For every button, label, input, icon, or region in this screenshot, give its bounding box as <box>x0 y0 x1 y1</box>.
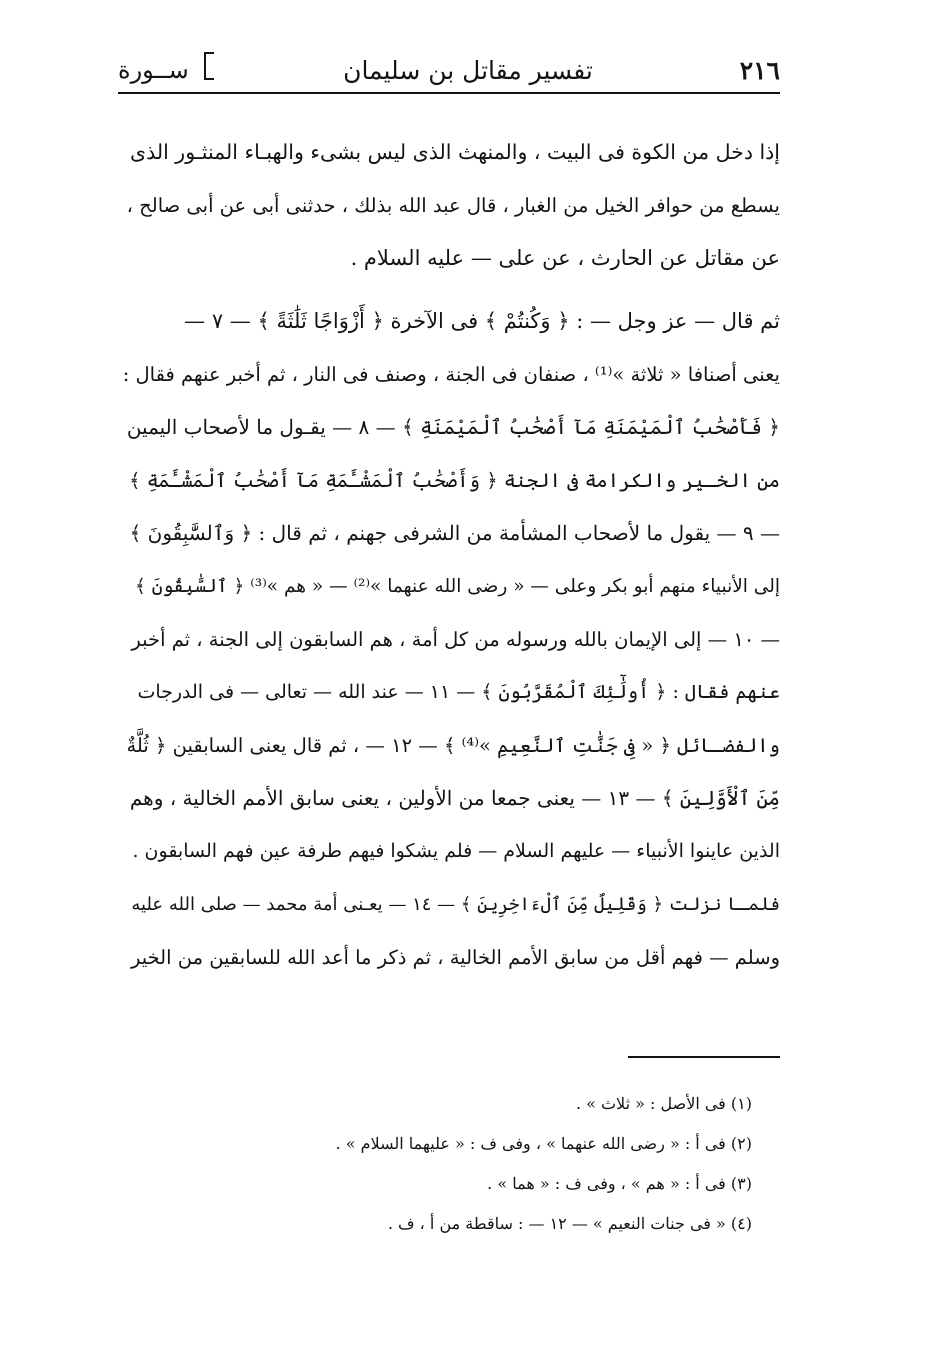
footnote-3: (٣) فى أ : « هم » ، وفى ف : « هما » . <box>487 1174 752 1193</box>
footnote-4: (٤) « فى جنات النعيم » — ١٢ — : ساقطة من أ ، ف . <box>387 1214 752 1233</box>
footnote-2: (٢) فى أ : « رضى الله عنهما » ، وفى ف : « عليهما السلام » . <box>335 1134 752 1153</box>
text-line: يعنى أصنافا « ثلاثة »⁽¹⁾ ، صنفان فى الجنة ، وصنف فى النار ، ثم أخبر عنهم فقال : <box>122 363 780 386</box>
text-line: إلى الأنبياء منهم أبو بكر وعلى — « رضى الله عنهما »⁽²⁾ — « هم »⁽³⁾ ﴿ ٱلسَّٰبِقُونَ ﴾ <box>135 576 780 597</box>
text-line: الذين عاينوا الأنبياء — عليهم السلام — فلم يشكوا فيهم طرفة عين فهم السابقون . <box>132 840 780 862</box>
text-line: ﴿ فَأَصْحَٰبُ ٱلْمَيْمَنَةِ مَآ أَصْحَٰبُ ٱلْمَيْمَنَةِ ﴾ — ٨ — يقـول ما لأصحاب اليمين <box>126 415 780 439</box>
text-line: — ١٠ — إلى الإيمان بالله ورسوله من كل أمة ، هم السابقون إلى الجنة ، ثم أخبر <box>131 628 780 651</box>
text-line: عن مقاتل عن الحارث ، عن على — عليه السلام . <box>350 246 780 270</box>
text-line: عنهم فقال : ﴿ أُولَٰٓئِكَ ٱلْمُقَرَّبُونَ ﴾ — ١١ — عند الله — تعالى — فى الدرجات <box>137 681 780 703</box>
main-text <box>122 126 780 984</box>
text-line: — ٩ — يقول ما لأصحاب المشأمة من الشرفى جهنم ، ثم قال : ﴿ وَٱلسَّٰبِقُونَ ﴾ <box>129 521 780 545</box>
text-line: وسلم — فهم أقل من سابق الأمم الخالية ، ثم ذكر ما أعد الله للسابقين من الخير <box>130 946 780 969</box>
text-line: والفضـائل ﴿ « فِى جَنَّٰتِ ٱلنَّعِيمِ »⁽⁴⁾ ﴾ — ١٢ — ، ثم قال يعنى السابقين ﴿ ثُلَّةٌ <box>126 734 780 757</box>
text-line: يسطع من حوافر الخيل من الغبار ، قال عبد الله بذلك ، حدثنى أبى عن أبى صالح ، <box>126 194 780 217</box>
running-header <box>118 52 780 92</box>
page-number: ٢١٦ <box>739 56 780 85</box>
text-line: ثم قال — عز وجل — : ﴿ وَكُنتُمْ ﴾ فى الآخرة ﴿ أَزْوَاجًا ثَلَٰثَةً ﴾ — ٧ — <box>184 309 780 333</box>
surah-bracket <box>204 52 214 80</box>
text-line: مِّنَ ٱلْأَوَّلِينَ ﴾ — ١٣ — يعنى جمعا من الأولين ، يعنى سابق الأمم الخالية ، وهم <box>129 786 780 810</box>
book-title: تفسير مقاتل بن سليمان <box>343 56 593 85</box>
text-line: فلمـا نزلت ﴿ وَقَلِيلٌ مِّنَ ٱلْءَاخِرِينَ ﴾ — ١٤ — يعـنى أمة محمد — صلى الله عليه <box>131 894 780 915</box>
text-line: من الخـير والكرامة فى الجنة ﴿ وَأَصْحَٰبُ ٱلْمَشْـَٔمَةِ مَآ أَصْحَٰبُ ٱلْمَشْـَٔمَةِ ﴾ <box>129 469 780 492</box>
surah-label: ســورة <box>118 56 189 84</box>
footnote-1: (١) فى الأصل : « ثلاث » . <box>575 1094 752 1113</box>
footnotes <box>300 1084 752 1244</box>
text-line: إذا دخل من الكوة فى البيت ، والمنهث الذى ليس بشىء والهبـاء المنثـور الذى <box>130 140 780 164</box>
header-divider <box>118 92 780 94</box>
footnote-divider <box>628 1056 780 1058</box>
